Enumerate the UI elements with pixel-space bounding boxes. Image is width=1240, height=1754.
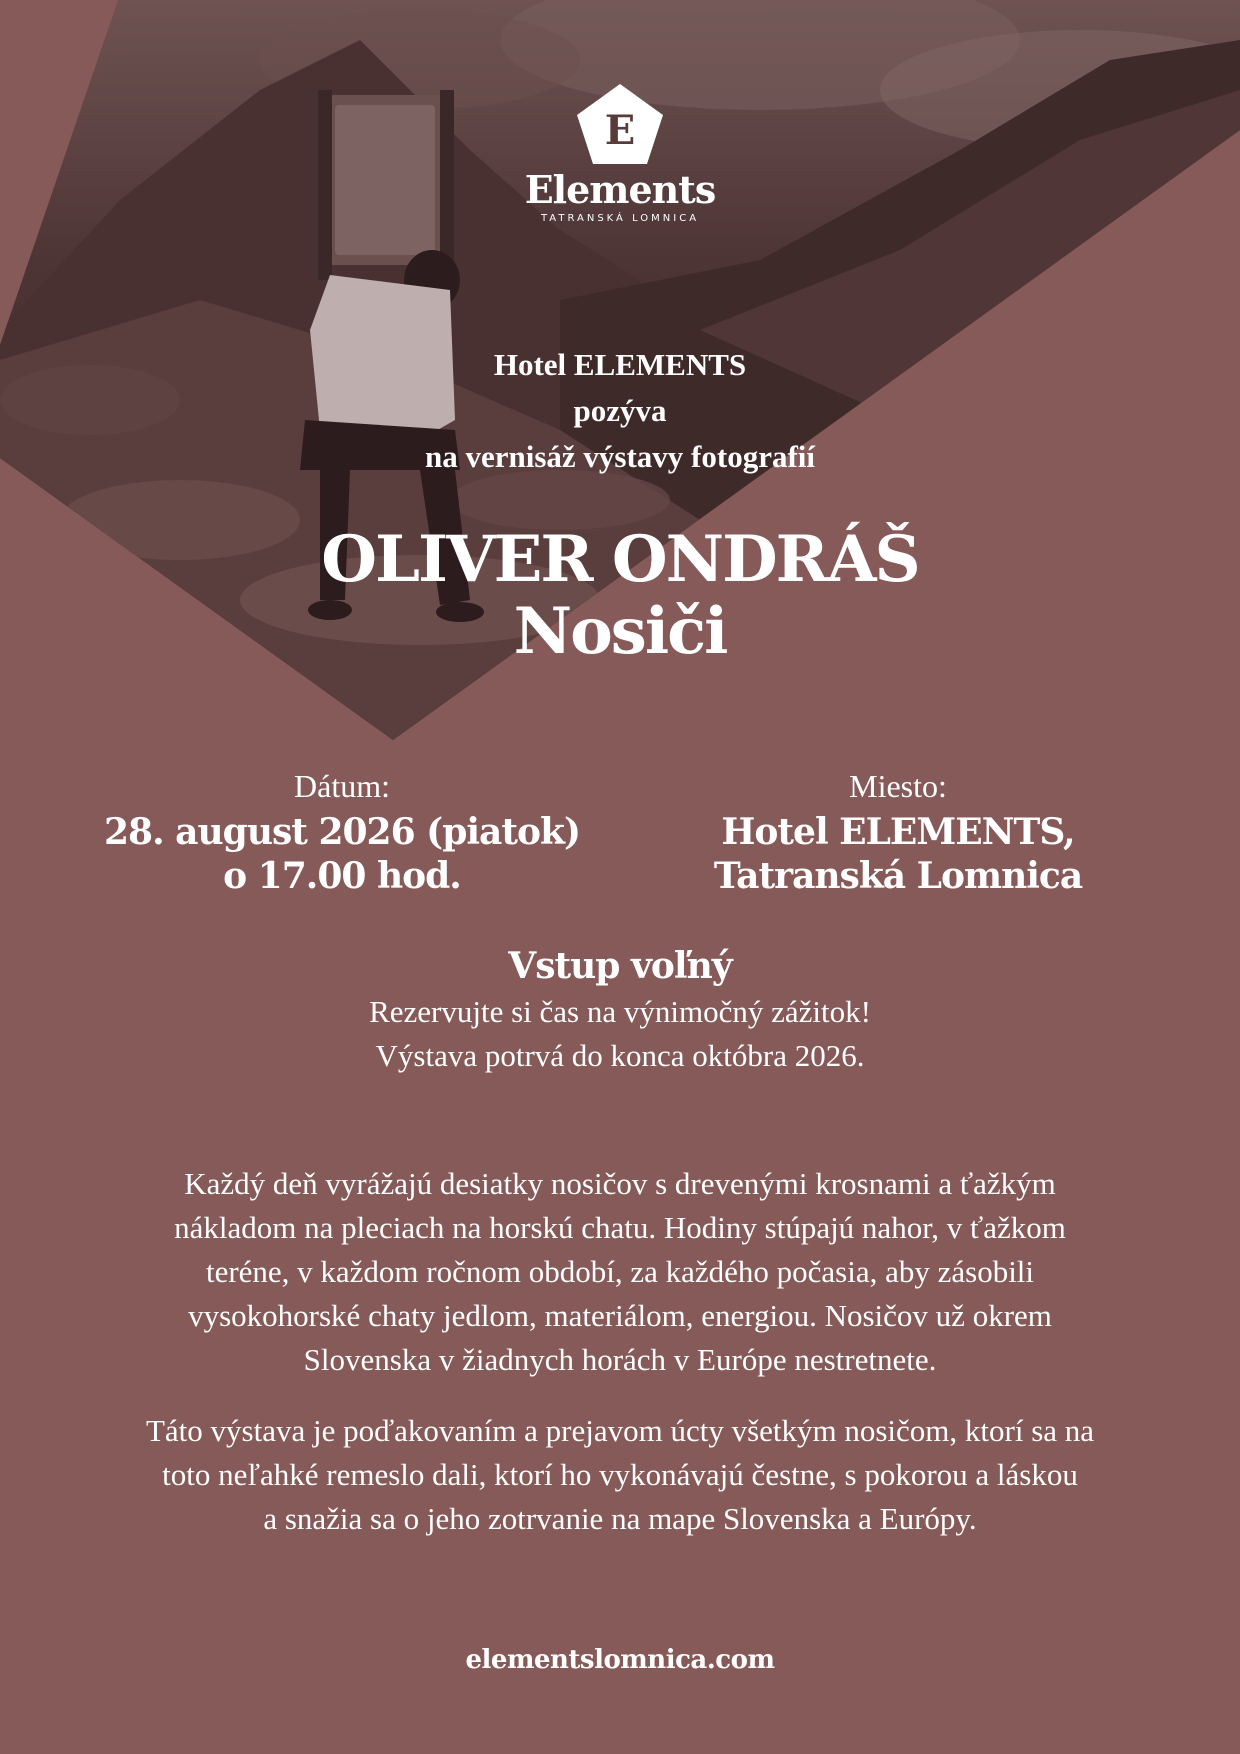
entry-line: Výstava potrvá do konca októbra 2026. [375,1038,865,1073]
place-label: Miesto: [849,768,947,804]
place-name: Hotel ELEMENTS, [721,811,1075,853]
paragraph-line: teréne, v každom ročnom období, za každého počasia, aby zásobili [205,1254,1035,1289]
invitation-line: pozýva [573,393,667,428]
paragraph-line: nákladom na pleciach na horskú chatu. Hodiny stúpajú nahor, v ťažkom [174,1210,1066,1245]
description-paragraph-2 [60,1409,1180,1541]
description-paragraph-1 [60,1162,1180,1382]
date-value: 28. august 2026 (piatok) [104,811,580,853]
brand-name: Elements [524,167,716,212]
paragraph-line: Slovenska v žiadnych horách v Európe nestretnete. [303,1342,937,1377]
date-label: Dátum: [294,768,390,804]
entry-line: Rezervujte si čas na výnimočný zážitok! [369,994,871,1029]
entry-text [0,990,1240,1078]
paragraph-line: vysokohorské chaty jedlom, materiálom, energiou. Nosičov už okrem [188,1298,1052,1333]
brand-subtitle: TATRANSKÁ LOMNICA [540,213,700,224]
pentagon-logo-icon [575,82,665,166]
place-block [618,762,1178,898]
exhibition-heading [0,524,1240,668]
time-value: o 17.00 hod. [223,855,461,897]
paragraph-line: a snažia sa o jeho zotrvanie na mape Slovenska a Európy. [263,1501,977,1536]
date-block [62,762,622,898]
invitation-text [0,342,1240,480]
artist-name: OLIVER ONDRÁŠ [321,522,919,597]
hotel-logo [0,82,1240,226]
entry-title: Vstup voľný [508,945,732,987]
invitation-line: na vernisáž výstavy fotografií [424,439,816,474]
website-link[interactable]: elementslomnica.com [465,1645,775,1675]
exhibition-title: Nosiči [513,594,727,669]
paragraph-line: toto neľahké remeslo dali, ktorí ho vykonávajú čestne, s pokorou a láskou [162,1457,1078,1492]
paragraph-line: Každý deň vyrážajú desiatky nosičov s drevenými krosnami a ťažkým [184,1166,1056,1201]
paragraph-line: Táto výstava je poďakovaním a prejavom úcty všetkým nosičom, ktorí sa na [145,1413,1095,1448]
place-town: Tatranská Lomnica [713,855,1083,897]
logo-letter: E [604,107,636,154]
invitation-line: Hotel ELEMENTS [493,347,747,382]
